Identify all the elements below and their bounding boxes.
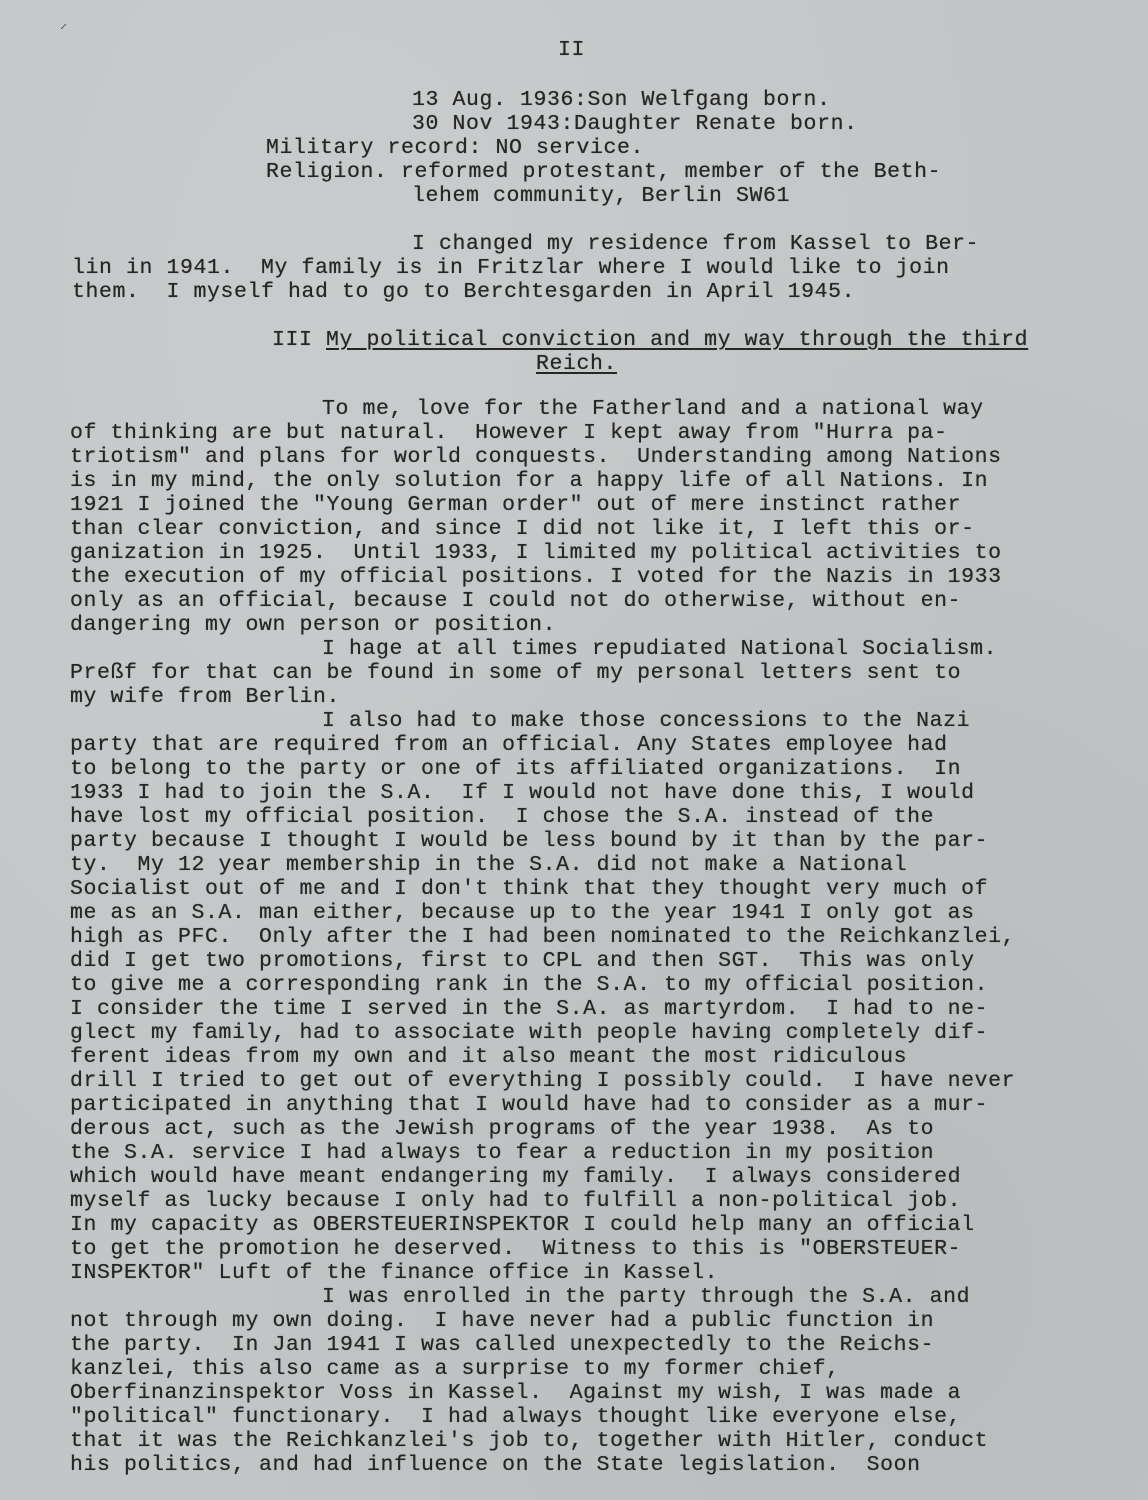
text-line: his politics, and had influence on the State legislation. Soon	[70, 1453, 921, 1477]
text-line: party because I thought I would be less bound by it than by the par-	[70, 829, 989, 853]
text-line: ganization in 1925. Until 1933, I limited my political activities to	[70, 541, 1002, 565]
text-line: triotism" and plans for world conquests. Understanding among Nations	[70, 445, 1002, 469]
text-line: drill I tried to get out of everything I possibly could. I have never	[70, 1069, 1016, 1093]
text-line: Military record: NO service.	[266, 136, 645, 160]
text-line: me as an S.A. man either, because up to the year 1941 I only got as	[70, 901, 975, 925]
text-line: I changed my residence from Kassel to Ber-	[412, 232, 980, 256]
text-line: to belong to the party or one of its affiliated organizations. In	[70, 757, 962, 781]
text-line: "political" functionary. I had always thought like everyone else,	[70, 1405, 962, 1429]
text-line: 1933 I had to join the S.A. If I would not have done this, I would	[70, 781, 975, 805]
text-line: did I get two promotions, first to CPL and then SGT. This was only	[70, 949, 975, 973]
text-line: glect my family, had to associate with people having completely dif-	[70, 1021, 989, 1045]
section-number: III	[272, 328, 313, 352]
text-line: 1921 I joined the "Young German order" out of mere instinct rather	[70, 493, 962, 517]
text-line: kanzlei, this also came as a surprise to my former chief,	[70, 1357, 840, 1381]
text-line: myself as lucky because I only had to fulfill a non-political job.	[70, 1189, 962, 1213]
text-line: 13 Aug. 1936:Son Welfgang born.	[412, 88, 831, 112]
text-line: I was enrolled in the party through the S.A. and	[322, 1285, 971, 1309]
text-line: In my capacity as OBERSTEUERINSPEKTOR I could help many an official	[70, 1213, 975, 1237]
text-line: Preßf for that can be found in some of my personal letters sent to	[70, 661, 962, 685]
text-line: lehem community, Berlin SW61	[412, 184, 791, 208]
text-line: than clear conviction, and since I did not like it, I left this or-	[70, 517, 975, 541]
text-line: I hage at all times repudiated National Socialism.	[322, 637, 998, 661]
text-line: To me, love for the Fatherland and a national way	[322, 397, 984, 421]
text-line: of thinking are but natural. However I kept away from "Hurra pa-	[70, 421, 948, 445]
text-line: dangering my own person or position.	[70, 613, 557, 637]
text-line: Socialist out of me and I don't think that they thought very much of	[70, 877, 989, 901]
text-line: that it was the Reichkanzlei's job to, together with Hitler, conduct	[70, 1429, 989, 1453]
text-line: to get the promotion he deserved. Witness to this is "OBERSTEUER-	[70, 1237, 962, 1261]
text-line: my wife from Berlin.	[70, 685, 341, 709]
text-line: to give me a corresponding rank in the S.A. to my official position.	[70, 973, 989, 997]
pen-mark: ⸝	[60, 16, 67, 32]
text-line: high as PFC. Only after the I had been nominated to the Reichkanzlei,	[70, 925, 1016, 949]
page-number: II	[558, 38, 586, 62]
text-line: have lost my official position. I chose the S.A. instead of the	[70, 805, 935, 829]
text-line: I also had to make those concessions to the Nazi	[322, 709, 971, 733]
section-heading	[272, 328, 1028, 352]
text-line: is in my mind, the only solution for a happy life of all Nations. In	[70, 469, 989, 493]
text-line: only as an official, because I could not do otherwise, without en-	[70, 589, 962, 613]
section-title-continued: Reich.	[536, 352, 618, 376]
text-line: ferent ideas from my own and it also meant the most ridiculous	[70, 1045, 908, 1069]
text-line: derous act, such as the Jewish programs of the year 1938. As to	[70, 1117, 935, 1141]
text-line: the party. In Jan 1941 I was called unexpectedly to the Reichs-	[70, 1333, 935, 1357]
text-line: participated in anything that I would have had to consider as a mur-	[70, 1093, 989, 1117]
text-line: 30 Nov 1943:Daughter Renate born.	[412, 112, 858, 136]
text-line: them. I myself had to go to Berchtesgarden in April 1945.	[72, 280, 856, 304]
text-line: Religion. reformed protestant, member of the Beth-	[266, 160, 942, 184]
text-line: not through my own doing. I have never had a public function in	[70, 1309, 935, 1333]
text-line: the execution of my official positions. I voted for the Nazis in 1933	[70, 565, 1002, 589]
text-line: the S.A. service I had always to fear a reduction in my position	[70, 1141, 935, 1165]
text-line: which would have meant endangering my family. I always considered	[70, 1165, 962, 1189]
text-line: I consider the time I served in the S.A. as martyrdom. I had to ne-	[70, 997, 989, 1021]
text-line: ty. My 12 year membership in the S.A. did not make a National	[70, 853, 908, 877]
text-line: INSPEKTOR" Luft of the finance office in Kassel.	[70, 1261, 719, 1285]
text-line: lin in 1941. My family is in Fritzlar where I would like to join	[72, 256, 950, 280]
text-line: party that are required from an official. Any States employee had	[70, 733, 948, 757]
section-title: My political conviction and my way through the third	[326, 328, 1029, 352]
text-line: Oberfinanzinspektor Voss in Kassel. Against my wish, I was made a	[70, 1381, 962, 1405]
